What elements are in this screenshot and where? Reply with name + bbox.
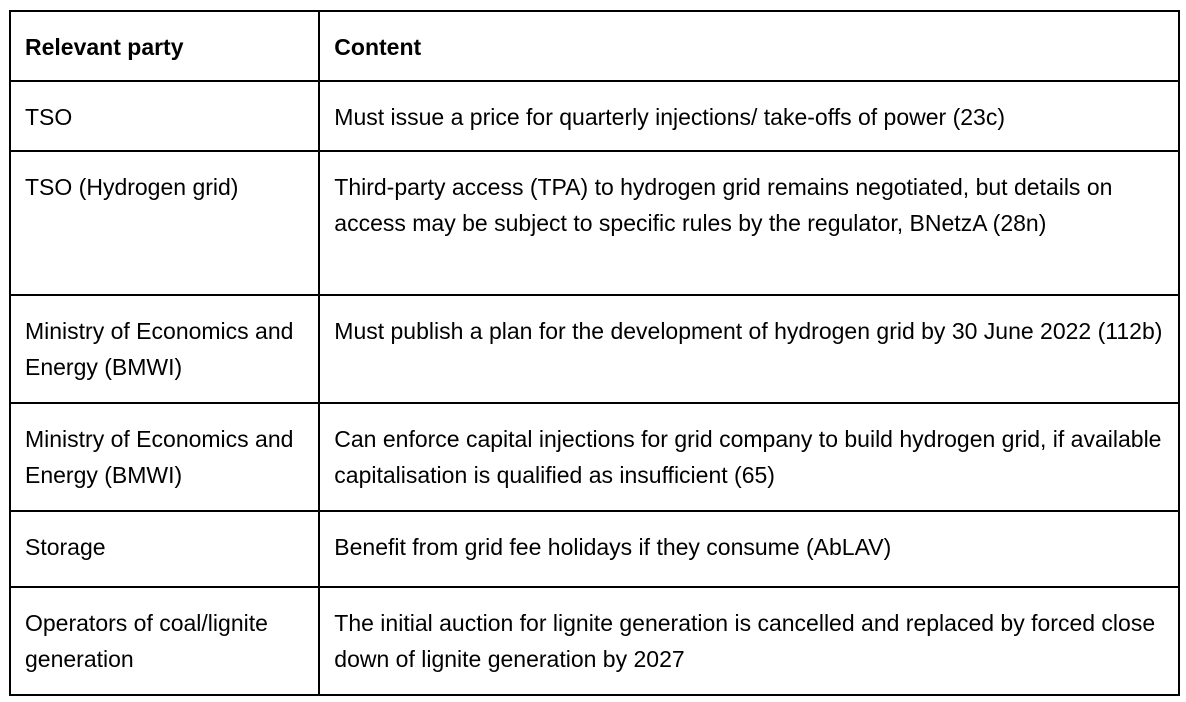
content-cell: Third-party access (TPA) to hydrogen grid remains negotiated, but details on access may be subject to specific rules by the regulator, BNetzA (28n) [319, 151, 1179, 295]
content-cell: Can enforce capital injections for grid company to build hydrogen grid, if available capitalisation is qualified as insufficient (65) [319, 403, 1179, 511]
party-cell: Ministry of Economics and Energy (BMWI) [10, 403, 319, 511]
party-cell: TSO [10, 81, 319, 151]
table-row [10, 511, 1179, 587]
table-row [10, 295, 1179, 403]
party-cell: Ministry of Economics and Energy (BMWI) [10, 295, 319, 403]
content-cell: Benefit from grid fee holidays if they consume (AbLAV) [319, 511, 1179, 587]
header-content: Content [319, 11, 1179, 81]
content-cell: The initial auction for lignite generation is cancelled and replaced by forced close down of lignite generation by 2027 [319, 587, 1179, 695]
content-cell: Must publish a plan for the development of hydrogen grid by 30 June 2022 (112b) [319, 295, 1179, 403]
header-relevant-party: Relevant party [10, 11, 319, 81]
party-cell: Operators of coal/lignite generation [10, 587, 319, 695]
table-header-row [10, 11, 1179, 81]
party-cell: TSO (Hydrogen grid) [10, 151, 319, 295]
table-row [10, 403, 1179, 511]
table-row [10, 81, 1179, 151]
table-row [10, 587, 1179, 695]
content-cell: Must issue a price for quarterly injections/ take-offs of power (23c) [319, 81, 1179, 151]
party-cell: Storage [10, 511, 319, 587]
table-row [10, 151, 1179, 295]
regulation-table [9, 10, 1180, 696]
